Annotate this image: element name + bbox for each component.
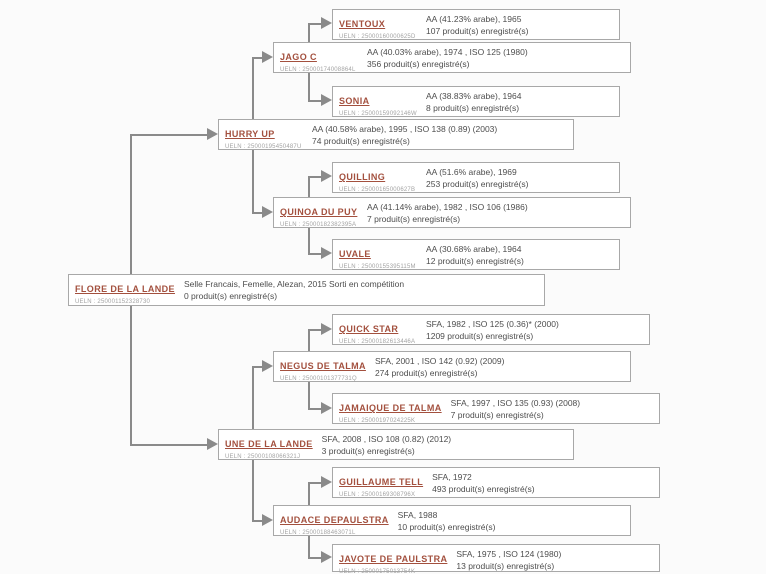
pedigree-node-jamaique-de-talma — [332, 393, 660, 424]
connector-line — [308, 228, 310, 254]
arrow-right-icon — [262, 360, 273, 372]
horse-name-link[interactable]: UVALE — [339, 249, 371, 259]
products-count: 274 produit(s) enregistré(s) — [374, 368, 478, 378]
horse-info: SFA, 2001 , ISO 142 (0.92) (2009) — [374, 356, 505, 366]
pedigree-node-javote-de-paulstra — [332, 544, 660, 572]
horse-name-link[interactable]: QUILLING — [339, 172, 386, 182]
connector-line — [130, 134, 208, 136]
ueln-text: UELN : 25000182613446A — [339, 339, 416, 345]
connector-line — [252, 57, 254, 119]
horse-info: SFA, 1982 , ISO 125 (0.36)* (2000) — [426, 319, 559, 329]
pedigree-node-hurry-up — [218, 119, 574, 150]
pedigree-node-quilling — [332, 162, 620, 193]
ueln-text: UELN : 25000195450487U — [225, 144, 302, 150]
pedigree-node-jago-c — [273, 42, 631, 73]
horse-name-link[interactable]: QUINOA DU PUY — [280, 207, 358, 217]
horse-info: AA (51.6% arabe), 1969 — [426, 167, 517, 177]
ueln-text: UELN : 25000165000627B — [339, 187, 416, 193]
products-count: 12 produit(s) enregistré(s) — [426, 256, 524, 266]
horse-info: Selle Francais, Femelle, Alezan, 2015 Sorti en compétition — [183, 279, 405, 289]
arrow-right-icon — [321, 323, 332, 335]
products-count: 7 produit(s) enregistré(s) — [450, 410, 544, 420]
arrow-right-icon — [321, 476, 332, 488]
connector-line — [308, 23, 310, 42]
ueln-text: UELN : 25000108066321J — [225, 454, 301, 460]
horse-name-link[interactable]: JAMAIQUE DE TALMA — [339, 403, 442, 413]
horse-info: AA (38.83% arabe), 1964 — [426, 91, 522, 101]
products-count: 3 produit(s) enregistré(s) — [321, 446, 415, 456]
connector-line — [308, 482, 322, 484]
connector-line — [308, 408, 322, 410]
connector-line — [130, 444, 208, 446]
arrow-right-icon — [207, 128, 218, 140]
horse-name-link[interactable]: SONIA — [339, 96, 370, 106]
products-count: 356 produit(s) enregistré(s) — [367, 59, 470, 69]
pedigree-node-audace-depaulstra — [273, 505, 631, 536]
horse-info: SFA, 2008 , ISO 108 (0.82) (2012) — [321, 434, 452, 444]
connector-line — [308, 253, 322, 255]
horse-name-link[interactable]: VENTOUX — [339, 19, 386, 29]
connector-line — [308, 482, 310, 505]
connector-line — [308, 176, 322, 178]
horse-info: SFA, 1972 — [432, 472, 472, 482]
horse-name-link[interactable]: FLORE DE LA LANDE — [75, 284, 175, 294]
horse-name-link[interactable]: HURRY UP — [225, 129, 275, 139]
arrow-right-icon — [321, 247, 332, 259]
connector-line — [308, 329, 322, 331]
horse-info: AA (40.03% arabe), 1974 , ISO 125 (1980) — [367, 47, 528, 57]
horse-name-link[interactable]: GUILLAUME TELL — [339, 477, 424, 487]
pedigree-node-ventoux — [332, 9, 620, 40]
connector-line — [308, 557, 322, 559]
arrow-right-icon — [262, 514, 273, 526]
arrow-right-icon — [262, 51, 273, 63]
products-count: 13 produit(s) enregistré(s) — [456, 561, 555, 571]
connector-line — [252, 366, 254, 429]
products-count: 1209 produit(s) enregistré(s) — [426, 331, 534, 341]
pedigree-node-guillaume-tell — [332, 467, 660, 498]
horse-info: SFA, 1988 — [397, 510, 438, 520]
connector-line — [308, 536, 310, 558]
horse-name-link[interactable]: JAVOTE DE PAULSTRA — [339, 554, 448, 564]
connector-line — [308, 329, 310, 351]
pedigree-node-quick-star — [332, 314, 650, 345]
arrow-right-icon — [321, 402, 332, 414]
connector-line — [308, 23, 322, 25]
ueln-text: UELN : 25000159092146W — [339, 111, 417, 117]
connector-line — [130, 134, 132, 274]
connector-line — [308, 72, 310, 101]
products-count: 0 produit(s) enregistré(s) — [183, 291, 278, 301]
pedigree-node-negus-de-talma — [273, 351, 631, 382]
ueln-text: UELN : 25000197024225K — [339, 418, 416, 424]
connector-line — [308, 382, 310, 409]
horse-name-link[interactable]: NEGUS DE TALMA — [280, 361, 366, 371]
products-count: 7 produit(s) enregistré(s) — [367, 214, 461, 224]
arrow-right-icon — [262, 206, 273, 218]
products-count: 253 produit(s) enregistré(s) — [426, 179, 529, 189]
horse-name-link[interactable]: JAGO C — [280, 52, 317, 62]
arrow-right-icon — [321, 17, 332, 29]
ueln-text: UELN : 25000182382395A — [280, 222, 357, 228]
horse-name-link[interactable]: QUICK STAR — [339, 324, 399, 334]
products-count: 107 produit(s) enregistré(s) — [426, 26, 529, 36]
connector-line — [308, 176, 310, 197]
pedigree-node-sonia — [332, 86, 620, 117]
horse-info: SFA, 1997 , ISO 135 (0.93) (2008) — [450, 398, 581, 408]
ueln-text: UELN : 25000160000625D — [339, 34, 416, 40]
ueln-text: UELN : 25000155395115M — [339, 264, 416, 270]
horse-info: AA (41.14% arabe), 1982 , ISO 106 (1986) — [367, 202, 528, 212]
connector-line — [252, 150, 254, 213]
arrow-right-icon — [207, 438, 218, 450]
ueln-text: UELN : 25000174008864L — [280, 67, 356, 73]
products-count: 493 produit(s) enregistré(s) — [432, 484, 535, 494]
products-count: 74 produit(s) enregistré(s) — [312, 136, 410, 146]
horse-info: AA (41.23% arabe), 1965 — [426, 14, 522, 24]
arrow-right-icon — [321, 551, 332, 563]
connector-line — [252, 460, 254, 521]
pedigree-node-une-de-la-lande — [218, 429, 574, 460]
arrow-right-icon — [321, 170, 332, 182]
ueln-text: UELN : 25000101377731Q — [280, 376, 357, 382]
horse-info: AA (30.68% arabe), 1964 — [426, 244, 522, 254]
horse-info: SFA, 1975 , ISO 124 (1980) — [456, 549, 562, 559]
ueln-text: UELN : 250001152328730 — [75, 299, 151, 305]
arrow-right-icon — [321, 94, 332, 106]
pedigree-node-uvale — [332, 239, 620, 270]
products-count: 8 produit(s) enregistré(s) — [426, 103, 520, 113]
pedigree-node-quinoa-du-puy — [273, 197, 631, 228]
horse-info: AA (40.58% arabe), 1995 , ISO 138 (0.89) (2003) — [312, 124, 498, 134]
horse-name-link[interactable]: UNE DE LA LANDE — [225, 439, 313, 449]
ueln-text: UELN : 25000169308796X — [339, 492, 416, 498]
ueln-text: UELN : 25000175013754K — [339, 569, 416, 574]
connector-line — [308, 100, 322, 102]
pedigree-node-flore-de-la-lande — [68, 274, 545, 306]
connector-line — [130, 306, 132, 445]
ueln-text: UELN : 25000188463071L — [280, 530, 356, 536]
horse-name-link[interactable]: AUDACE DEPAULSTRA — [280, 515, 389, 525]
products-count: 10 produit(s) enregistré(s) — [397, 522, 496, 532]
